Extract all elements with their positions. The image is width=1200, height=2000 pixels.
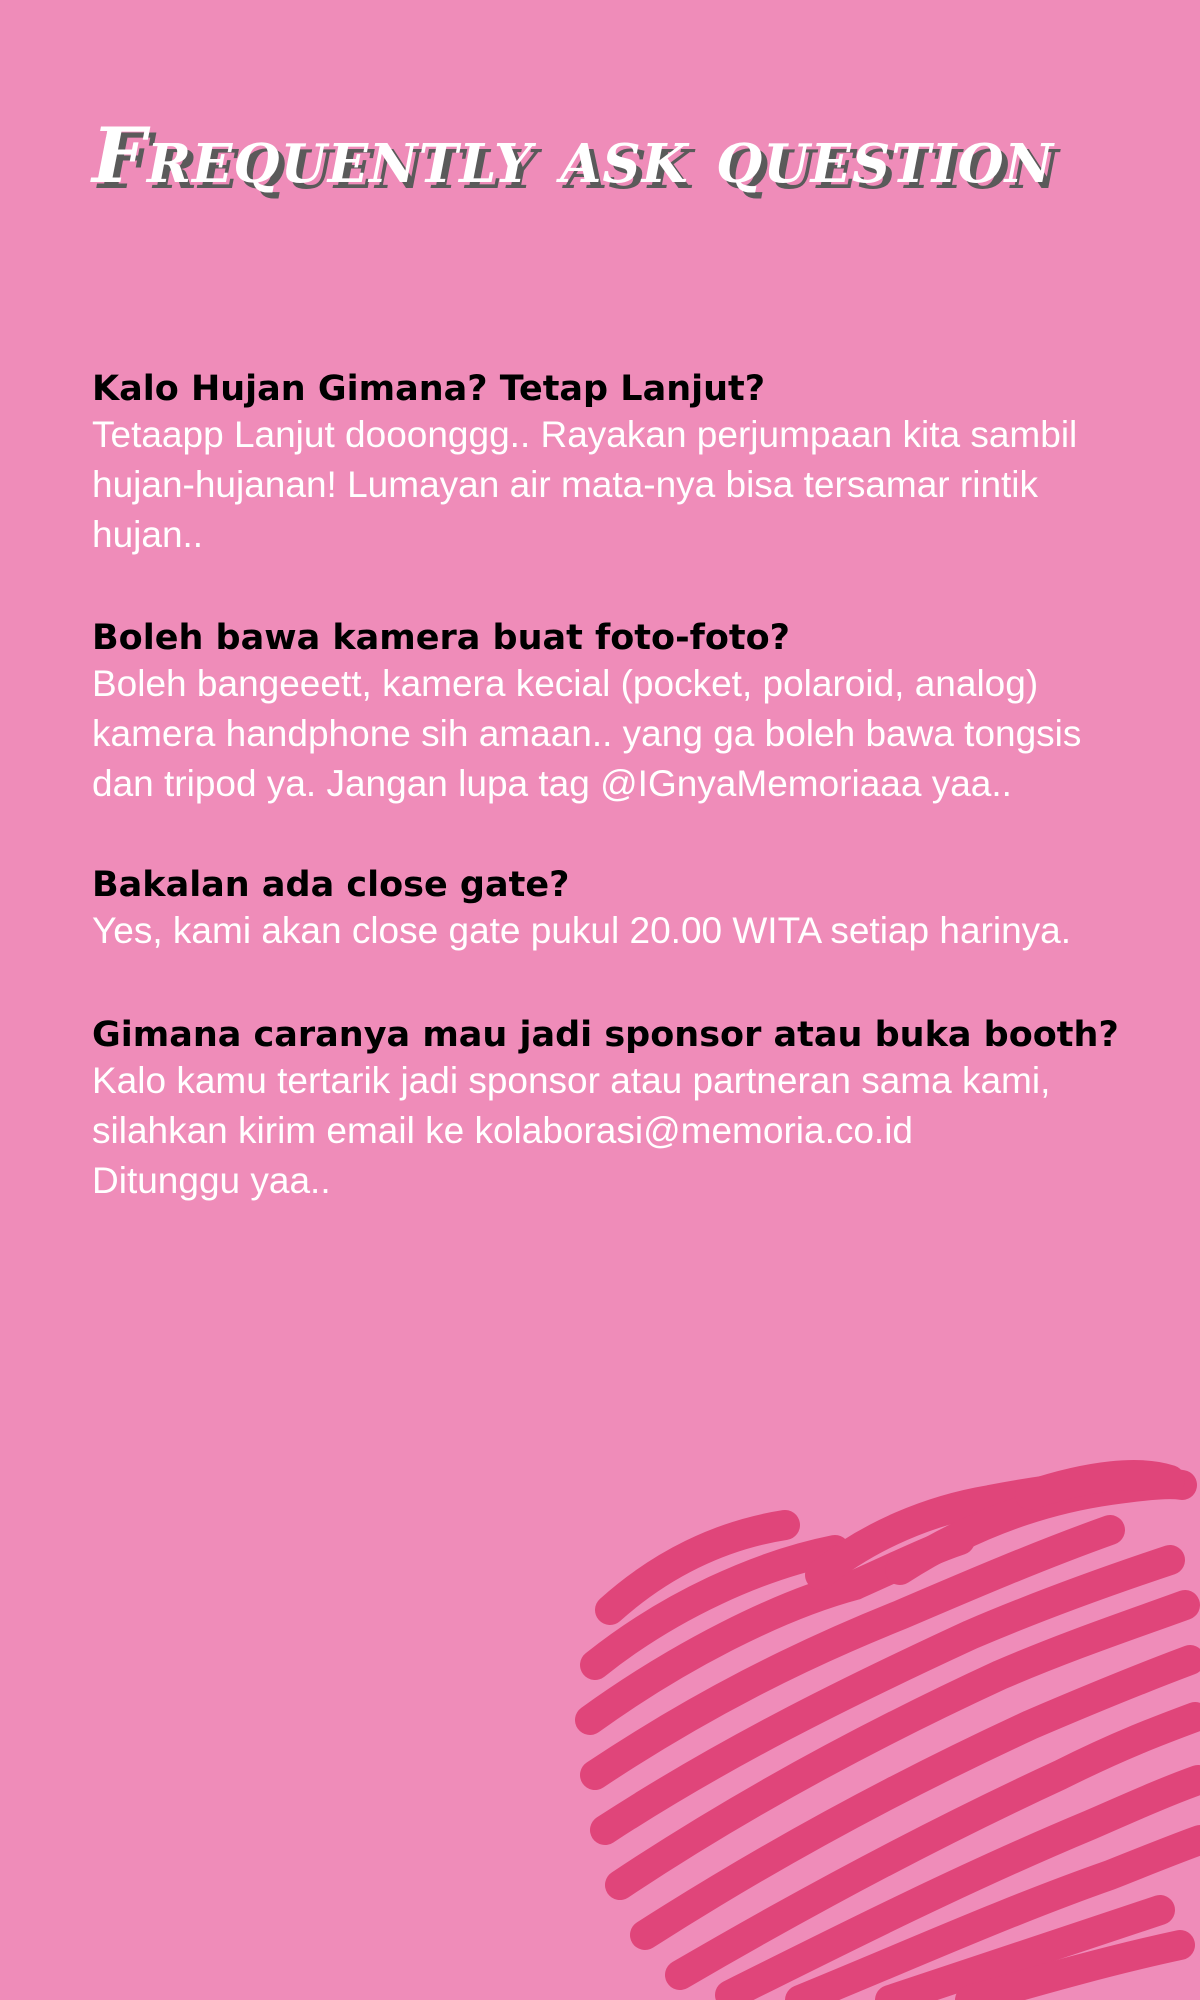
faq-item (92, 368, 1142, 560)
faq-answer-line: kamera handphone sih amaan.. yang ga boleh bawa tongsis (92, 713, 1082, 754)
scribble-heart-icon (570, 1455, 1200, 2000)
faq-answer (92, 410, 1142, 560)
faq-question: Bakalan ada close gate? (92, 865, 570, 905)
faq-answer-line: Boleh bangeeett, kamera kecial (pocket, polaroid, analog) (92, 663, 1039, 704)
faq-answer-line: hujan-hujanan! Lumayan air mata-nya bisa tersamar rintik (92, 464, 1039, 505)
faq-item (92, 617, 1142, 809)
faq-question: Kalo Hujan Gimana? Tetap Lanjut? (92, 369, 766, 409)
faq-answer (92, 906, 1142, 956)
faq-answer-line: dan tripod ya. Jangan lupa tag @IGnyaMemoriaaa yaa.. (92, 763, 1012, 804)
faq-item (92, 1014, 1142, 1206)
faq-answer-line: Tetaapp Lanjut dooonggg.. Rayakan perjumpaan kita sambil (92, 414, 1078, 455)
faq-answer (92, 1056, 1142, 1206)
faq-answer-line: Kalo kamu tertarik jadi sponsor atau partneran sama kami, (92, 1060, 1051, 1101)
faq-answer-line: hujan.. (92, 514, 204, 555)
faq-answer-line: silahkan kirim email ke kolaborasi@memoria.co.id (92, 1110, 914, 1151)
page-title: Frequently ask question (92, 111, 1055, 200)
faq-answer-line: Ditunggu yaa.. (92, 1160, 331, 1201)
faq-question: Gimana caranya mau jadi sponsor atau buka booth? (92, 1015, 1119, 1055)
faq-question: Boleh bawa kamera buat foto-foto? (92, 618, 790, 658)
faq-answer-line: Yes, kami akan close gate pukul 20.00 WITA setiap harinya. (92, 910, 1072, 951)
faq-answer (92, 659, 1142, 809)
faq-item (92, 864, 1142, 956)
